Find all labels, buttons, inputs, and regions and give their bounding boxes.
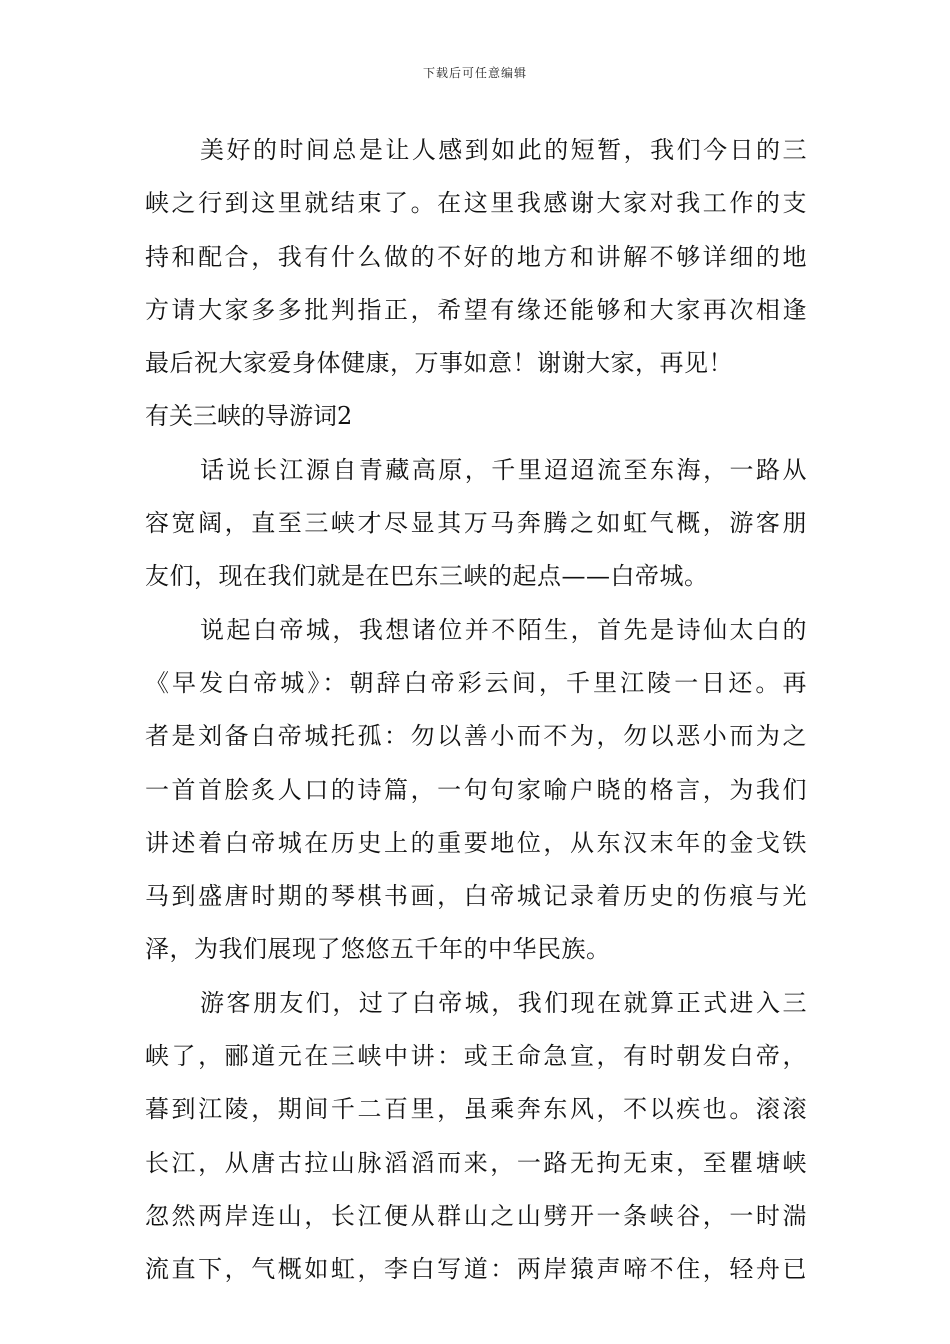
text-line: 暮到江陵，期间千二百里，虽乘奔东风，不以疾也。滚滚: [145, 1095, 807, 1124]
text-line: 友们，现在我们就是在巴东三峡的起点——白帝城。: [145, 562, 709, 591]
text-line: 讲述着白帝城在历史上的重要地位，从东汉末年的金戈铁: [145, 828, 807, 857]
text-line: 话说长江源自青藏高原，千里迢迢流至东海，一路从: [200, 455, 807, 484]
text-line: 游客朋友们，过了白帝城，我们现在就算正式进入三: [200, 988, 807, 1017]
text-line: 最后祝大家爱身体健康，万事如意！谢谢大家，再见！: [145, 349, 733, 378]
text-line: 泽，为我们展现了悠悠五千年的中华民族。: [145, 935, 611, 964]
document-body: [145, 124, 807, 1297]
text-line: 说起白帝城，我想诸位并不陌生，首先是诗仙太白的: [200, 615, 807, 644]
text-line: 峡之行到这里就结束了。在这里我感谢大家对我工作的支: [145, 189, 807, 218]
text-line: 长江，从唐古拉山脉滔滔而来，一路无拘无束，至瞿塘峡: [145, 1148, 807, 1177]
text-line: 马到盛唐时期的琴棋书画，白帝城记录着历史的伤痕与光: [145, 882, 807, 911]
section-heading: 有关三峡的导游词2: [145, 402, 353, 431]
text-line: 流直下，气概如虹，李白写道：两岸猿声啼不住，轻舟已: [145, 1255, 807, 1284]
text-line: 容宽阔，直至三峡才尽显其万马奔腾之如虹气概，游客朋: [145, 509, 807, 538]
text-line: 一首首脍炙人口的诗篇，一句句家喻户晓的格言，为我们: [145, 775, 807, 804]
text-line: 《早发白帝城》：朝辞白帝彩云间，千里江陵一日还。再: [145, 668, 807, 697]
text-line: 峡了，郦道元在三峡中讲：或王命急宣，有时朝发白帝，: [145, 1042, 807, 1071]
page-header: 下载后可任意编辑: [422, 66, 527, 80]
text-line: 美好的时间总是让人感到如此的短暂，我们今日的三: [200, 136, 807, 164]
text-line: 持和配合，我有什么做的不好的地方和讲解不够详细的地: [145, 242, 807, 271]
text-line: 方请大家多多批判指正，希望有缘还能够和大家再次相逢: [145, 295, 807, 324]
text-line: 者是刘备白帝城托孤：勿以善小而不为，勿以恶小而为之: [145, 722, 807, 751]
text-line: 忽然两岸连山，长江便从群山之山劈开一条峡谷，一时湍: [145, 1201, 807, 1230]
